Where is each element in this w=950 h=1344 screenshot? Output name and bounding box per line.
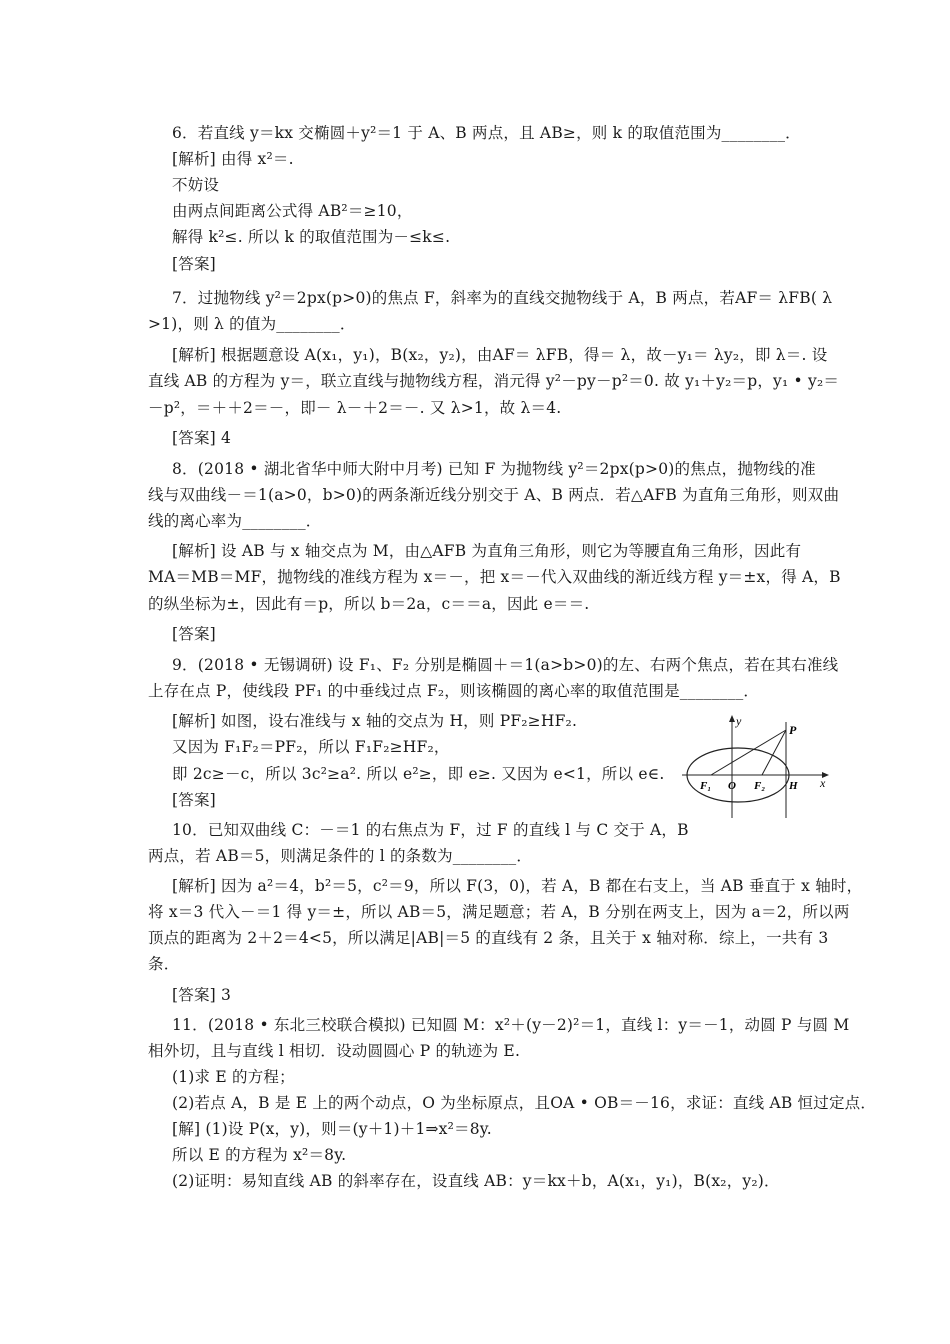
solution-9-line-3: 即 2c≥－c，所以 3c²≥a². 所以 e²≥，即 e≥. 又因为 e<1，所以 e∈. <box>172 765 665 783</box>
ellipse-diagram <box>676 712 831 820</box>
solution-10-line-3: 顶点的距离为 2＋2＝4<5，所以满足|AB|＝5 的直线有 2 条，且关于 x 轴对称．综上，一共有 3 <box>148 929 829 947</box>
solution-11-line-1: [解] (1)设 P(x，y)，则＝(y＋1)＋1⇒x²＝8y. <box>172 1120 492 1138</box>
problem-10-statement-cont: 两点，若 AB＝5，则满足条件的 l 的条数为________． <box>148 847 533 865</box>
problem-11-statement-cont: 相外切，且与直线 l 相切．设动圆圆心 P 的轨迹为 E. <box>148 1042 521 1060</box>
answer-9: [答案] <box>172 791 216 809</box>
solution-10-line-1: [解析] 因为 a²＝4，b²＝5，c²＝9，所以 F(3，0)，若 A，B 都在右支上，当 AB 垂直于 x 轴时， <box>172 877 863 895</box>
problem-7-statement-cont: >1)，则 λ 的值为________． <box>148 315 356 333</box>
problem-8-statement-cont: 线与双曲线－＝1(a>0，b>0)的两条渐近线分别交于 A、B 两点．若△AFB 为直角三角形，则双曲 <box>148 486 840 504</box>
answer-8: [答案] <box>172 625 216 643</box>
solution-8-line-2: MA＝MB＝MF，抛物线的准线方程为 x＝－，把 x＝－代入双曲线的渐近线方程 y＝±x，得 A，B <box>148 568 841 586</box>
solution-8-line-3: 的纵坐标为±，因此有＝p，所以 b＝2a，c＝＝a，因此 e＝＝. <box>148 595 590 613</box>
answer-7: [答案] 4 <box>172 429 232 447</box>
figure-segment-pf1 <box>711 730 786 775</box>
figure-label-y: y <box>736 714 742 728</box>
problem-11-statement: 11．(2018 • 东北三校联合模拟) 已知圆 M：x²＋(y－2)²＝1，直线 l：y＝－1，动圆 P 与圆 M <box>172 1016 850 1034</box>
solution-6-line-4: 解得 k²≤. 所以 k 的取值范围为－≤k≤. <box>172 228 451 246</box>
figure-label-p: P <box>789 723 797 737</box>
solution-6-line-2: 不妨设 <box>172 176 220 194</box>
problem-11-part-2: (2)若点 A，B 是 E 上的两个动点，O 为坐标原点，且OA • OB＝－16，求证：直线 AB 恒过定点． <box>172 1094 877 1112</box>
problem-7-statement: 7．过抛物线 y²＝2px(p>0)的焦点 F，斜率为的直线交抛物线于 A，B 两点，若AF＝ λFB( λ <box>172 289 833 307</box>
solution-10-line-4: 条． <box>148 955 180 973</box>
ellipse-figure <box>676 712 831 820</box>
answer-10: [答案] 3 <box>172 986 232 1004</box>
solution-8-line-1: [解析] 设 AB 与 x 轴交点为 M，由△AFB 为直角三角形，则它为等腰直角三角形，因此有 <box>172 542 802 560</box>
problem-8-statement-cont-2: 线的离心率为________． <box>148 512 322 530</box>
problem-11-part-1: (1)求 E 的方程； <box>172 1068 295 1086</box>
solution-9-line-2: 又因为 F₁F₂＝PF₂，所以 F₁F₂≥HF₂， <box>172 738 450 756</box>
problem-9-statement: 9．(2018 • 无锡调研) 设 F₁、F₂ 分别是椭圆＋＝1(a>b>0)的左、右两个焦点，若在其右准线 <box>172 656 839 674</box>
solution-11-line-3: (2)证明：易知直线 AB 的斜率存在，设直线 AB：y＝kx＋b，A(x₁，y₁)，B(x₂，y₂)． <box>172 1172 780 1190</box>
figure-label-h: H <box>789 780 798 792</box>
solution-7-line-2: 直线 AB 的方程为 y＝，联立直线与抛物线方程，消元得 y²－py－p²＝0. 故 y₁＋y₂＝p，y₁ • y₂＝ <box>148 372 840 390</box>
solution-10-line-2: 将 x＝3 代入－＝1 得 y＝±，所以 AB＝5，满足题意；若 A，B 分别在两支上，因为 a＝2，所以两 <box>148 903 850 921</box>
solution-9-line-1: [解析] 如图，设右准线与 x 轴的交点为 H，则 PF₂≥HF₂. <box>172 712 578 730</box>
solution-11-line-2: 所以 E 的方程为 x²＝8y. <box>172 1146 347 1164</box>
solution-6-line-1: [解析] 由得 x²＝. <box>172 150 294 168</box>
figure-label-x: x <box>820 776 826 790</box>
figure-label-f2: F₂ <box>754 780 766 792</box>
figure-label-f1: F₁ <box>700 780 712 792</box>
solution-7-line-1: [解析] 根据题意设 A(x₁，y₁)，B(x₂，y₂)，由AF＝ λFB，得＝ λ，故－y₁＝ λy₂，即 λ＝. 设 <box>172 346 828 364</box>
solution-7-line-3: －p²，＝＋＋2＝－，即－ λ－＋2＝－. 又 λ>1，故 λ＝4. <box>148 399 562 417</box>
problem-10-statement: 10．已知双曲线 C：－＝1 的右焦点为 F，过 F 的直线 l 与 C 交于 A，B <box>172 821 689 839</box>
problem-8-statement: 8．(2018 • 湖北省华中师大附中月考) 已知 F 为抛物线 y²＝2px(p>0)的焦点，抛物线的准 <box>172 460 816 478</box>
figure-label-o: O <box>728 780 736 792</box>
answer-6: [答案] <box>172 255 216 273</box>
problem-6-statement: 6．若直线 y＝kx 交椭圆＋y²＝1 于 A、B 两点，且 AB≥，则 k 的取值范围为________． <box>172 124 801 142</box>
figure-y-arrow <box>729 715 735 722</box>
solution-6-line-3: 由两点间距离公式得 AB²＝≥10， <box>172 202 413 220</box>
problem-9-statement-cont: 上存在点 P，使线段 PF₁ 的中垂线过点 F₂，则该椭圆的离心率的取值范围是________． <box>148 682 760 700</box>
